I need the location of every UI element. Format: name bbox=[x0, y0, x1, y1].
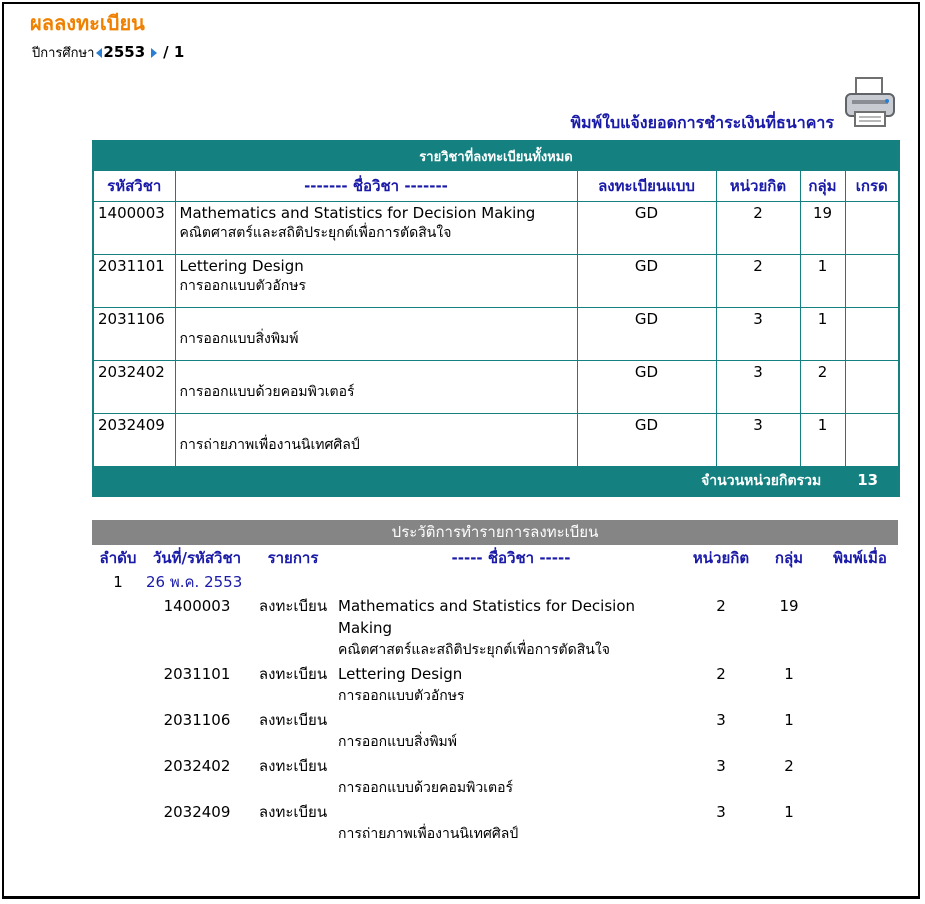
history-name-th: การออกแบบสิ่งพิมพ์ bbox=[338, 734, 458, 750]
course-type: GD bbox=[577, 361, 716, 414]
course-code: 2032402 bbox=[93, 361, 175, 414]
history-name-th: การออกแบบตัวอักษร bbox=[338, 688, 465, 704]
history-name-en bbox=[338, 755, 684, 777]
course-grade bbox=[845, 202, 899, 255]
col-header-credit: หน่วยกิต bbox=[692, 549, 750, 567]
history-group: 1 bbox=[784, 803, 794, 821]
table-row bbox=[93, 255, 899, 308]
history-action: ลงทะเบียน bbox=[258, 711, 328, 729]
course-name-en: Mathematics and Statistics for Decision Making bbox=[179, 204, 536, 222]
registration-history bbox=[92, 520, 898, 845]
history-name-en: Mathematics and Statistics for Decision Making bbox=[338, 597, 636, 637]
history-code: 2031101 bbox=[163, 665, 231, 683]
col-header-credit: หน่วยกิต bbox=[716, 171, 800, 202]
course-type: GD bbox=[577, 308, 716, 361]
history-credit: 3 bbox=[716, 711, 726, 729]
history-table-caption: ประวัติการทำรายการลงทะเบียน bbox=[92, 520, 898, 545]
table-row bbox=[93, 202, 899, 255]
print-payment-link[interactable]: พิมพ์ใบแจ้งยอดการชำระเงินที่ธนาคาร bbox=[570, 113, 834, 132]
history-action: ลงทะเบียน bbox=[258, 757, 328, 775]
history-name-en bbox=[338, 709, 684, 731]
history-name-th: การออกแบบด้วยคอมพิวเตอร์ bbox=[338, 780, 513, 796]
course-name-en bbox=[180, 363, 573, 381]
col-header-grade: เกรด bbox=[845, 171, 899, 202]
course-group: 1 bbox=[800, 255, 845, 308]
courses-table-caption: รายวิชาที่ลงทะเบียนทั้งหมด bbox=[93, 141, 899, 171]
history-code: 1400003 bbox=[163, 597, 231, 615]
total-credits-row bbox=[93, 467, 899, 497]
table-row bbox=[93, 361, 899, 414]
course-grade bbox=[845, 414, 899, 467]
history-code: 2031106 bbox=[163, 711, 231, 729]
history-credit: 2 bbox=[716, 597, 726, 615]
course-type: GD bbox=[577, 414, 716, 467]
course-code: 1400003 bbox=[93, 202, 175, 255]
history-group: 19 bbox=[779, 597, 799, 615]
registered-courses-table bbox=[92, 140, 900, 497]
year-navigator bbox=[32, 42, 184, 63]
history-action: ลงทะเบียน bbox=[258, 665, 328, 683]
col-header-action: รายการ bbox=[267, 549, 319, 567]
table-row bbox=[92, 799, 898, 845]
history-group: 1 bbox=[784, 665, 794, 683]
course-credit: 3 bbox=[716, 414, 800, 467]
entry-date: 26 พ.ค. 2553 bbox=[146, 573, 243, 591]
course-code: 2032409 bbox=[93, 414, 175, 467]
course-name-th: การออกแบบสิ่งพิมพ์ bbox=[179, 331, 299, 347]
table-row bbox=[92, 753, 898, 799]
col-header-group: กลุ่ม bbox=[800, 171, 845, 202]
history-credit: 3 bbox=[716, 757, 726, 775]
course-credit: 3 bbox=[716, 361, 800, 414]
course-grade bbox=[845, 361, 899, 414]
page-frame bbox=[2, 2, 920, 899]
total-credits-value: 13 bbox=[857, 471, 879, 489]
table-row bbox=[92, 661, 898, 707]
history-action: ลงทะเบียน bbox=[258, 803, 328, 821]
course-grade bbox=[845, 255, 899, 308]
course-group: 1 bbox=[800, 414, 845, 467]
course-group: 1 bbox=[800, 308, 845, 361]
printer-icon[interactable] bbox=[842, 74, 898, 130]
history-group: 2 bbox=[784, 757, 794, 775]
year-value: 2553 bbox=[103, 43, 146, 61]
history-name-en: Lettering Design bbox=[338, 665, 463, 683]
course-group: 19 bbox=[800, 202, 845, 255]
history-action: ลงทะเบียน bbox=[258, 597, 328, 615]
table-row bbox=[92, 707, 898, 753]
triangle-right-icon[interactable] bbox=[151, 48, 157, 58]
course-name-en bbox=[180, 310, 573, 328]
year-label: ปีการศึกษา bbox=[32, 46, 95, 61]
course-name-th: การถ่ายภาพเพื่องานนิเทศศิลป์ bbox=[179, 437, 360, 453]
col-header-code: รหัสวิชา bbox=[93, 171, 175, 202]
triangle-left-icon[interactable] bbox=[96, 48, 102, 58]
table-row bbox=[92, 593, 898, 661]
course-name-en: Lettering Design bbox=[179, 257, 304, 275]
semester-value: / 1 bbox=[163, 43, 185, 61]
col-header-group: กลุ่ม bbox=[774, 549, 804, 567]
col-header-date: วันที่/รหัสวิชา bbox=[152, 549, 242, 567]
history-name-th: การถ่ายภาพเพื่องานนิเทศศิลป์ bbox=[338, 826, 519, 842]
course-name-th: การออกแบบด้วยคอมพิวเตอร์ bbox=[179, 384, 355, 400]
course-credit: 2 bbox=[716, 255, 800, 308]
history-code: 2032402 bbox=[163, 757, 231, 775]
col-header-type: ลงทะเบียนแบบ bbox=[577, 171, 716, 202]
course-group: 2 bbox=[800, 361, 845, 414]
table-row bbox=[93, 308, 899, 361]
history-code: 2032409 bbox=[163, 803, 231, 821]
total-credits-label: จำนวนหน่วยกิตรวม bbox=[701, 473, 822, 489]
course-name-en bbox=[180, 416, 573, 434]
history-name-en bbox=[338, 801, 684, 823]
col-header-print: พิมพ์เมื่อ bbox=[833, 549, 887, 567]
history-table bbox=[92, 545, 898, 845]
course-type: GD bbox=[577, 202, 716, 255]
entry-seq: 1 bbox=[113, 573, 123, 591]
course-type: GD bbox=[577, 255, 716, 308]
table-row bbox=[93, 414, 899, 467]
col-header-seq: ลำดับ bbox=[99, 549, 137, 567]
history-entry bbox=[92, 569, 898, 593]
course-code: 2031101 bbox=[93, 255, 175, 308]
course-name-th: การออกแบบตัวอักษร bbox=[179, 278, 307, 294]
course-credit: 3 bbox=[716, 308, 800, 361]
page-title: ผลลงทะเบียน bbox=[30, 11, 145, 35]
history-credit: 3 bbox=[716, 803, 726, 821]
col-header-name: ------- ชื่อวิชา ------- bbox=[175, 171, 577, 202]
history-name-th: คณิตศาสตร์และสถิติประยุกต์เพื่อการตัดสินใจ bbox=[338, 642, 610, 658]
course-name-th: คณิตศาสตร์และสถิติประยุกต์เพื่อการตัดสินใจ bbox=[179, 225, 452, 241]
course-code: 2031106 bbox=[93, 308, 175, 361]
col-header-name: ----- ชื่อวิชา ----- bbox=[451, 549, 571, 567]
course-grade bbox=[845, 308, 899, 361]
history-credit: 2 bbox=[716, 665, 726, 683]
history-group: 1 bbox=[784, 711, 794, 729]
course-credit: 2 bbox=[716, 202, 800, 255]
